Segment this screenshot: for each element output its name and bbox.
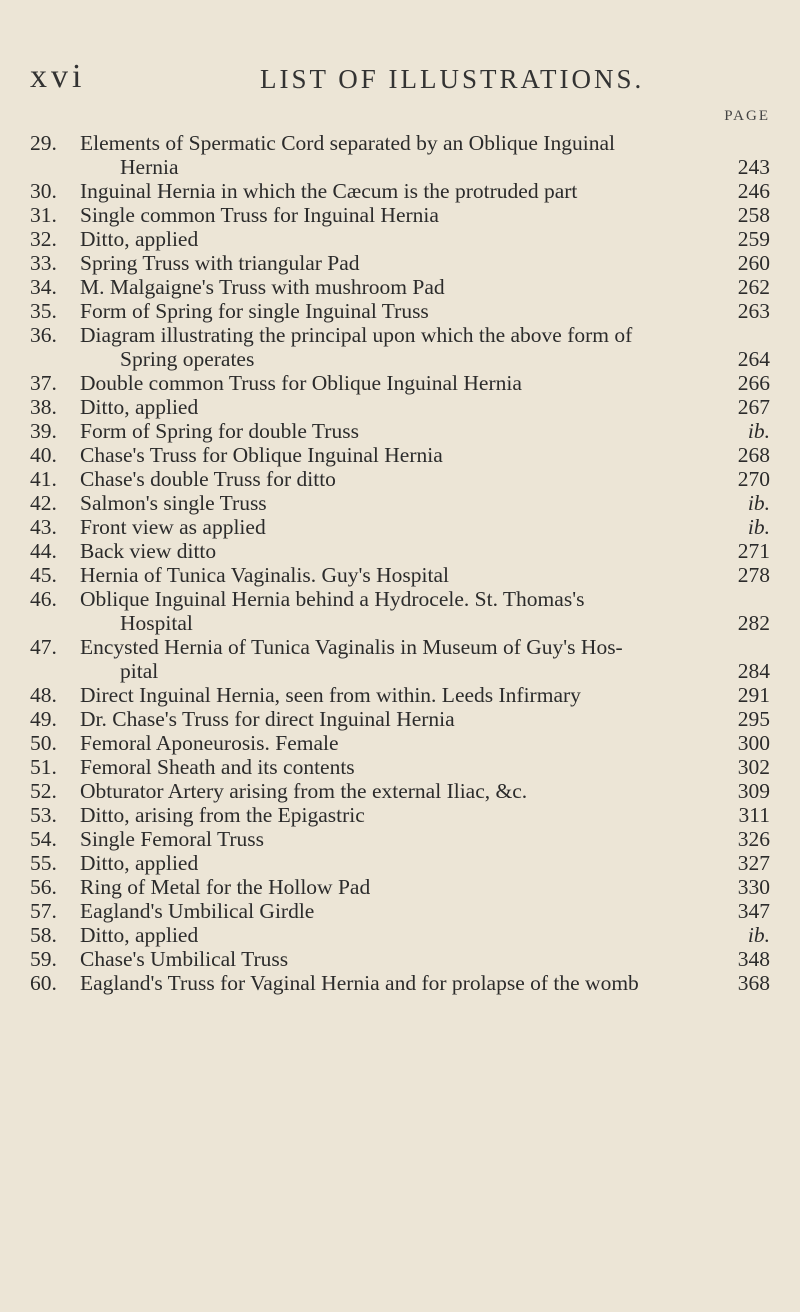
entry-number: 30. [30, 179, 57, 203]
list-item [30, 875, 770, 899]
list-item [30, 947, 770, 971]
list-item [30, 323, 770, 347]
entry-caption: Obturator Artery arising from the external Iliac, &c. [80, 779, 528, 803]
illustrations-list [30, 131, 770, 995]
list-item [30, 275, 770, 299]
entry-caption: Oblique Inguinal Hernia behind a Hydrocele. St. Thomas's [80, 587, 585, 611]
entry-caption: Ditto, arising from the Epigastric [80, 803, 365, 827]
entry-page: ib. [747, 419, 770, 443]
entry-caption: Encysted Hernia of Tunica Vaginalis in Museum of Guy's Hos- [80, 635, 623, 659]
entry-caption: M. Malgaigne's Truss with mushroom Pad [80, 275, 445, 299]
entry-caption: Hernia of Tunica Vaginalis. Guy's Hospital [80, 563, 449, 587]
entry-number: 52. [30, 779, 57, 803]
entry-number: 38. [30, 395, 57, 419]
entry-number: 35. [30, 299, 57, 323]
entry-number: 34. [30, 275, 57, 299]
entry-caption: Form of Spring for double Truss [80, 419, 359, 443]
entry-caption: Salmon's single Truss [80, 491, 267, 515]
entry-number: 39. [30, 419, 57, 443]
list-item [30, 923, 770, 947]
entry-number: 50. [30, 731, 57, 755]
entry-number: 43. [30, 515, 57, 539]
entry-number: 51. [30, 755, 57, 779]
list-item [30, 419, 770, 443]
entry-page: 309 [737, 779, 770, 803]
entry-page: 270 [737, 467, 770, 491]
entry-page: 263 [737, 299, 770, 323]
list-item [30, 491, 770, 515]
entry-caption: Back view ditto [80, 539, 217, 563]
entry-caption: Eagland's Truss for Vaginal Hernia and for prolapse of the womb [80, 971, 639, 995]
entry-number: 42. [30, 491, 57, 515]
entry-number: 53. [30, 803, 57, 827]
entry-page: 300 [737, 731, 770, 755]
entry-page: 271 [737, 539, 770, 563]
list-item [30, 779, 770, 803]
list-item [30, 299, 770, 323]
list-item [30, 731, 770, 755]
entry-page: 266 [737, 371, 770, 395]
page-header [30, 58, 770, 98]
page-column-heading: PAGE [724, 108, 770, 124]
list-item [30, 755, 770, 779]
entry-page: ib. [747, 923, 770, 947]
list-item [30, 347, 770, 371]
list-item [30, 635, 770, 659]
list-item [30, 851, 770, 875]
entry-caption: Double common Truss for Oblique Inguinal Hernia [80, 371, 522, 395]
entry-number: 59. [30, 947, 57, 971]
entry-page: 368 [737, 971, 770, 995]
entry-caption: Form of Spring for single Inguinal Truss [80, 299, 429, 323]
list-item [30, 803, 770, 827]
entry-number: 58. [30, 923, 57, 947]
entry-page: 268 [737, 443, 770, 467]
entry-number: 41. [30, 467, 57, 491]
list-item [30, 203, 770, 227]
entry-number: 46. [30, 587, 57, 611]
entry-caption: Ring of Metal for the Hollow Pad [80, 875, 371, 899]
entry-number: 32. [30, 227, 57, 251]
entry-caption: Direct Inguinal Hernia, seen from within. Leeds Infirmary [80, 683, 581, 707]
list-item [30, 155, 770, 179]
list-item [30, 515, 770, 539]
list-item [30, 971, 770, 995]
page-title: LIST OF ILLUSTRATIONS. [260, 64, 645, 94]
list-item [30, 563, 770, 587]
list-item [30, 683, 770, 707]
entry-caption: Front view as applied [80, 515, 266, 539]
entry-caption: Single Femoral Truss [80, 827, 264, 851]
entry-number: 31. [30, 203, 57, 227]
list-item [30, 131, 770, 155]
entry-caption: Inguinal Hernia in which the Cæcum is the protruded part [80, 179, 578, 203]
list-item [30, 659, 770, 683]
entry-number: 56. [30, 875, 57, 899]
entry-page: 278 [737, 563, 770, 587]
entry-page: 246 [737, 179, 770, 203]
entry-page: 267 [737, 395, 770, 419]
list-item [30, 443, 770, 467]
entry-caption: Elements of Spermatic Cord separated by an Oblique Inguinal [80, 131, 615, 155]
entry-page: 302 [737, 755, 770, 779]
list-item [30, 611, 770, 635]
entry-caption: pital [120, 659, 159, 683]
entry-number: 45. [30, 563, 57, 587]
list-item [30, 899, 770, 923]
entry-number: 47. [30, 635, 57, 659]
entry-page: 260 [737, 251, 770, 275]
entry-caption: Ditto, applied [80, 851, 199, 875]
entry-page: 258 [737, 203, 770, 227]
list-item [30, 227, 770, 251]
entry-page: ib. [747, 491, 770, 515]
entry-page: 243 [737, 155, 770, 179]
entry-page: 347 [737, 899, 770, 923]
entry-caption: Ditto, applied [80, 923, 199, 947]
list-item [30, 827, 770, 851]
entry-page: 327 [737, 851, 770, 875]
list-item [30, 251, 770, 275]
entry-number: 57. [30, 899, 57, 923]
entry-number: 40. [30, 443, 57, 467]
page-number: xvi [30, 58, 86, 95]
entry-page: 295 [737, 707, 770, 731]
entry-page: ib. [747, 515, 770, 539]
entry-number: 33. [30, 251, 57, 275]
entry-caption: Chase's double Truss for ditto [80, 467, 336, 491]
entry-caption: Femoral Sheath and its contents [80, 755, 355, 779]
list-item [30, 395, 770, 419]
list-item [30, 371, 770, 395]
entry-page: 291 [737, 683, 770, 707]
list-item [30, 539, 770, 563]
entry-number: 49. [30, 707, 57, 731]
entry-caption: Spring Truss with triangular Pad [80, 251, 360, 275]
entry-number: 48. [30, 683, 57, 707]
entry-caption: Dr. Chase's Truss for direct Inguinal Hernia [80, 707, 455, 731]
entry-number: 60. [30, 971, 57, 995]
list-item [30, 467, 770, 491]
entry-number: 55. [30, 851, 57, 875]
entry-caption: Ditto, applied [80, 395, 199, 419]
entry-number: 29. [30, 131, 57, 155]
list-item [30, 707, 770, 731]
entry-page: 262 [737, 275, 770, 299]
entry-page: 326 [737, 827, 770, 851]
entry-caption: Spring operates [120, 347, 255, 371]
entry-number: 37. [30, 371, 57, 395]
entry-caption: Single common Truss for Inguinal Hernia [80, 203, 439, 227]
entry-page: 348 [737, 947, 770, 971]
entry-caption: Diagram illustrating the principal upon which the above form of [80, 323, 633, 347]
entry-page: 259 [737, 227, 770, 251]
entry-caption: Ditto, applied [80, 227, 199, 251]
entry-number: 44. [30, 539, 57, 563]
entry-caption: Hernia [120, 155, 179, 179]
entry-page: 282 [737, 611, 770, 635]
entry-caption: Femoral Aponeurosis. Female [80, 731, 339, 755]
entry-page: 311 [738, 803, 770, 827]
entry-page: 284 [737, 659, 770, 683]
entry-caption: Eagland's Umbilical Girdle [80, 899, 315, 923]
entry-number: 36. [30, 323, 57, 347]
entry-caption: Chase's Umbilical Truss [80, 947, 289, 971]
entry-page: 264 [737, 347, 770, 371]
entry-number: 54. [30, 827, 57, 851]
entry-caption: Chase's Truss for Oblique Inguinal Hernia [80, 443, 443, 467]
entry-page: 330 [737, 875, 770, 899]
entry-caption: Hospital [120, 611, 193, 635]
list-item [30, 179, 770, 203]
list-item [30, 587, 770, 611]
